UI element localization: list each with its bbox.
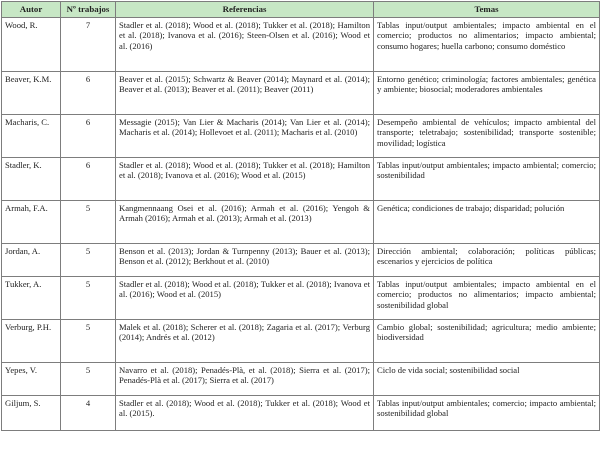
table-row bbox=[2, 201, 600, 244]
table-row bbox=[2, 363, 600, 396]
cell-n-trabajos: 6 bbox=[61, 115, 116, 158]
table-row bbox=[2, 18, 600, 72]
cell-n-trabajos: 7 bbox=[61, 18, 116, 72]
cell-referencias: Stadler et al. (2018); Wood et al. (2018); Tukker et al. (2018); Wood et al. (2015). bbox=[116, 396, 374, 431]
table-header bbox=[2, 2, 600, 18]
cell-temas: Entorno genético; criminología; factores ambientales; genética y ambiente; biosocial; moderadores ambientales bbox=[374, 72, 600, 115]
header-referencias: Referencias bbox=[116, 2, 374, 18]
table-row bbox=[2, 320, 600, 363]
cell-autor: Tukker, A. bbox=[2, 277, 61, 320]
cell-referencias: Navarro et al. (2018); Penadés-Plà, et al. (2018); Sierra et al. (2017); Penadés-Plà et al. (2017); Sierra et al. (2017) bbox=[116, 363, 374, 396]
cell-n-trabajos: 6 bbox=[61, 72, 116, 115]
cell-referencias: Benson et al. (2013); Jordan & Turnpenny (2013); Bauer et al. (2013); Benson et al. (2012); Berkhout et al. (2010) bbox=[116, 244, 374, 277]
cell-n-trabajos: 5 bbox=[61, 201, 116, 244]
cell-autor: Armah, F.A. bbox=[2, 201, 61, 244]
cell-autor: Verburg, P.H. bbox=[2, 320, 61, 363]
cell-temas: Tablas input/output ambientales; impacto ambiental; comercio; sostenibilidad bbox=[374, 158, 600, 201]
cell-referencias: Messagie (2015); Van Lier & Macharis (2014); Van Lier et al. (2014); Macharis et al. (2014); Hollevoet et al. (2011); Macharis et al. (2010) bbox=[116, 115, 374, 158]
cell-referencias: Stadler et al. (2018); Wood et al. (2018); Tukker et al. (2018); Hamilton et al. (2018); Ivanova et al. (2016); Wood et al. (2015) bbox=[116, 158, 374, 201]
header-row bbox=[2, 2, 600, 18]
cell-temas: Dirección ambiental; colaboración; políticas públicas; escenarios y ejercicios de política bbox=[374, 244, 600, 277]
cell-autor: Stadler, K. bbox=[2, 158, 61, 201]
cell-n-trabajos: 5 bbox=[61, 277, 116, 320]
cell-autor: Wood, R. bbox=[2, 18, 61, 72]
header-temas: Temas bbox=[374, 2, 600, 18]
cell-n-trabajos: 4 bbox=[61, 396, 116, 431]
cell-temas: Desempeño ambiental de vehículos; impacto ambiental del transporte; teletrabajo; sostenibilidad; transporte sostenible; movilidad; logística bbox=[374, 115, 600, 158]
cell-autor: Yepes, V. bbox=[2, 363, 61, 396]
header-n-trabajos: Nº trabajos bbox=[61, 2, 116, 18]
cell-referencias: Stadler et al. (2018); Wood et al. (2018); Tukker et al. (2018); Ivanova et al. (2016); Wood et al. (2015) bbox=[116, 277, 374, 320]
cell-n-trabajos: 5 bbox=[61, 320, 116, 363]
cell-temas: Ciclo de vida social; sostenibilidad social bbox=[374, 363, 600, 396]
cell-n-trabajos: 5 bbox=[61, 363, 116, 396]
table-row bbox=[2, 158, 600, 201]
cell-n-trabajos: 5 bbox=[61, 244, 116, 277]
cell-referencias: Malek et al. (2018); Scherer et al. (2018); Zagaria et al. (2017); Verburg (2014); Andrés et al. (2012) bbox=[116, 320, 374, 363]
table-row bbox=[2, 72, 600, 115]
table-row bbox=[2, 396, 600, 431]
cell-temas: Tablas input/output ambientales; impacto ambiental en el comercio; productos no alimentarios; impacto ambiental; consumo hogares; huella carbono; consumo doméstico bbox=[374, 18, 600, 72]
table-row bbox=[2, 115, 600, 158]
cell-autor: Macharis, C. bbox=[2, 115, 61, 158]
cell-referencias: Stadler et al. (2018); Wood et al. (2018); Tukker et al. (2018); Hamilton et al. (2018); Ivanova et al. (2016); Steen-Olsen et al. (2016); Wood et al. (2016) bbox=[116, 18, 374, 72]
cell-temas: Cambio global; sostenibilidad; agricultura; medio ambiente; biodiversidad bbox=[374, 320, 600, 363]
cell-temas: Genética; condiciones de trabajo; disparidad; polución bbox=[374, 201, 600, 244]
cell-n-trabajos: 6 bbox=[61, 158, 116, 201]
cell-autor: Beaver, K.M. bbox=[2, 72, 61, 115]
header-autor: Autor bbox=[2, 2, 61, 18]
table-row bbox=[2, 244, 600, 277]
authors-table bbox=[1, 1, 600, 431]
table-row bbox=[2, 277, 600, 320]
table-body bbox=[2, 18, 600, 431]
cell-referencias: Beaver et al. (2015); Schwartz & Beaver (2014); Maynard et al. (2014); Beaver et al. (2013); Beaver et al. (2011); Beaver (2011) bbox=[116, 72, 374, 115]
cell-temas: Tablas input/output ambientales; comercio; impacto ambiental; sostenibilidad global bbox=[374, 396, 600, 431]
cell-autor: Jordan, A. bbox=[2, 244, 61, 277]
cell-temas: Tablas input/output ambientales; impacto ambiental en el comercio; productos no alimentarios; impacto ambiental; sostenibilidad global bbox=[374, 277, 600, 320]
cell-referencias: Kangmennaang Osei et al. (2016); Armah et al. (2016); Yengoh & Armah (2016); Armah et al. (2013); Armah et al. (2013) bbox=[116, 201, 374, 244]
cell-autor: Giljum, S. bbox=[2, 396, 61, 431]
